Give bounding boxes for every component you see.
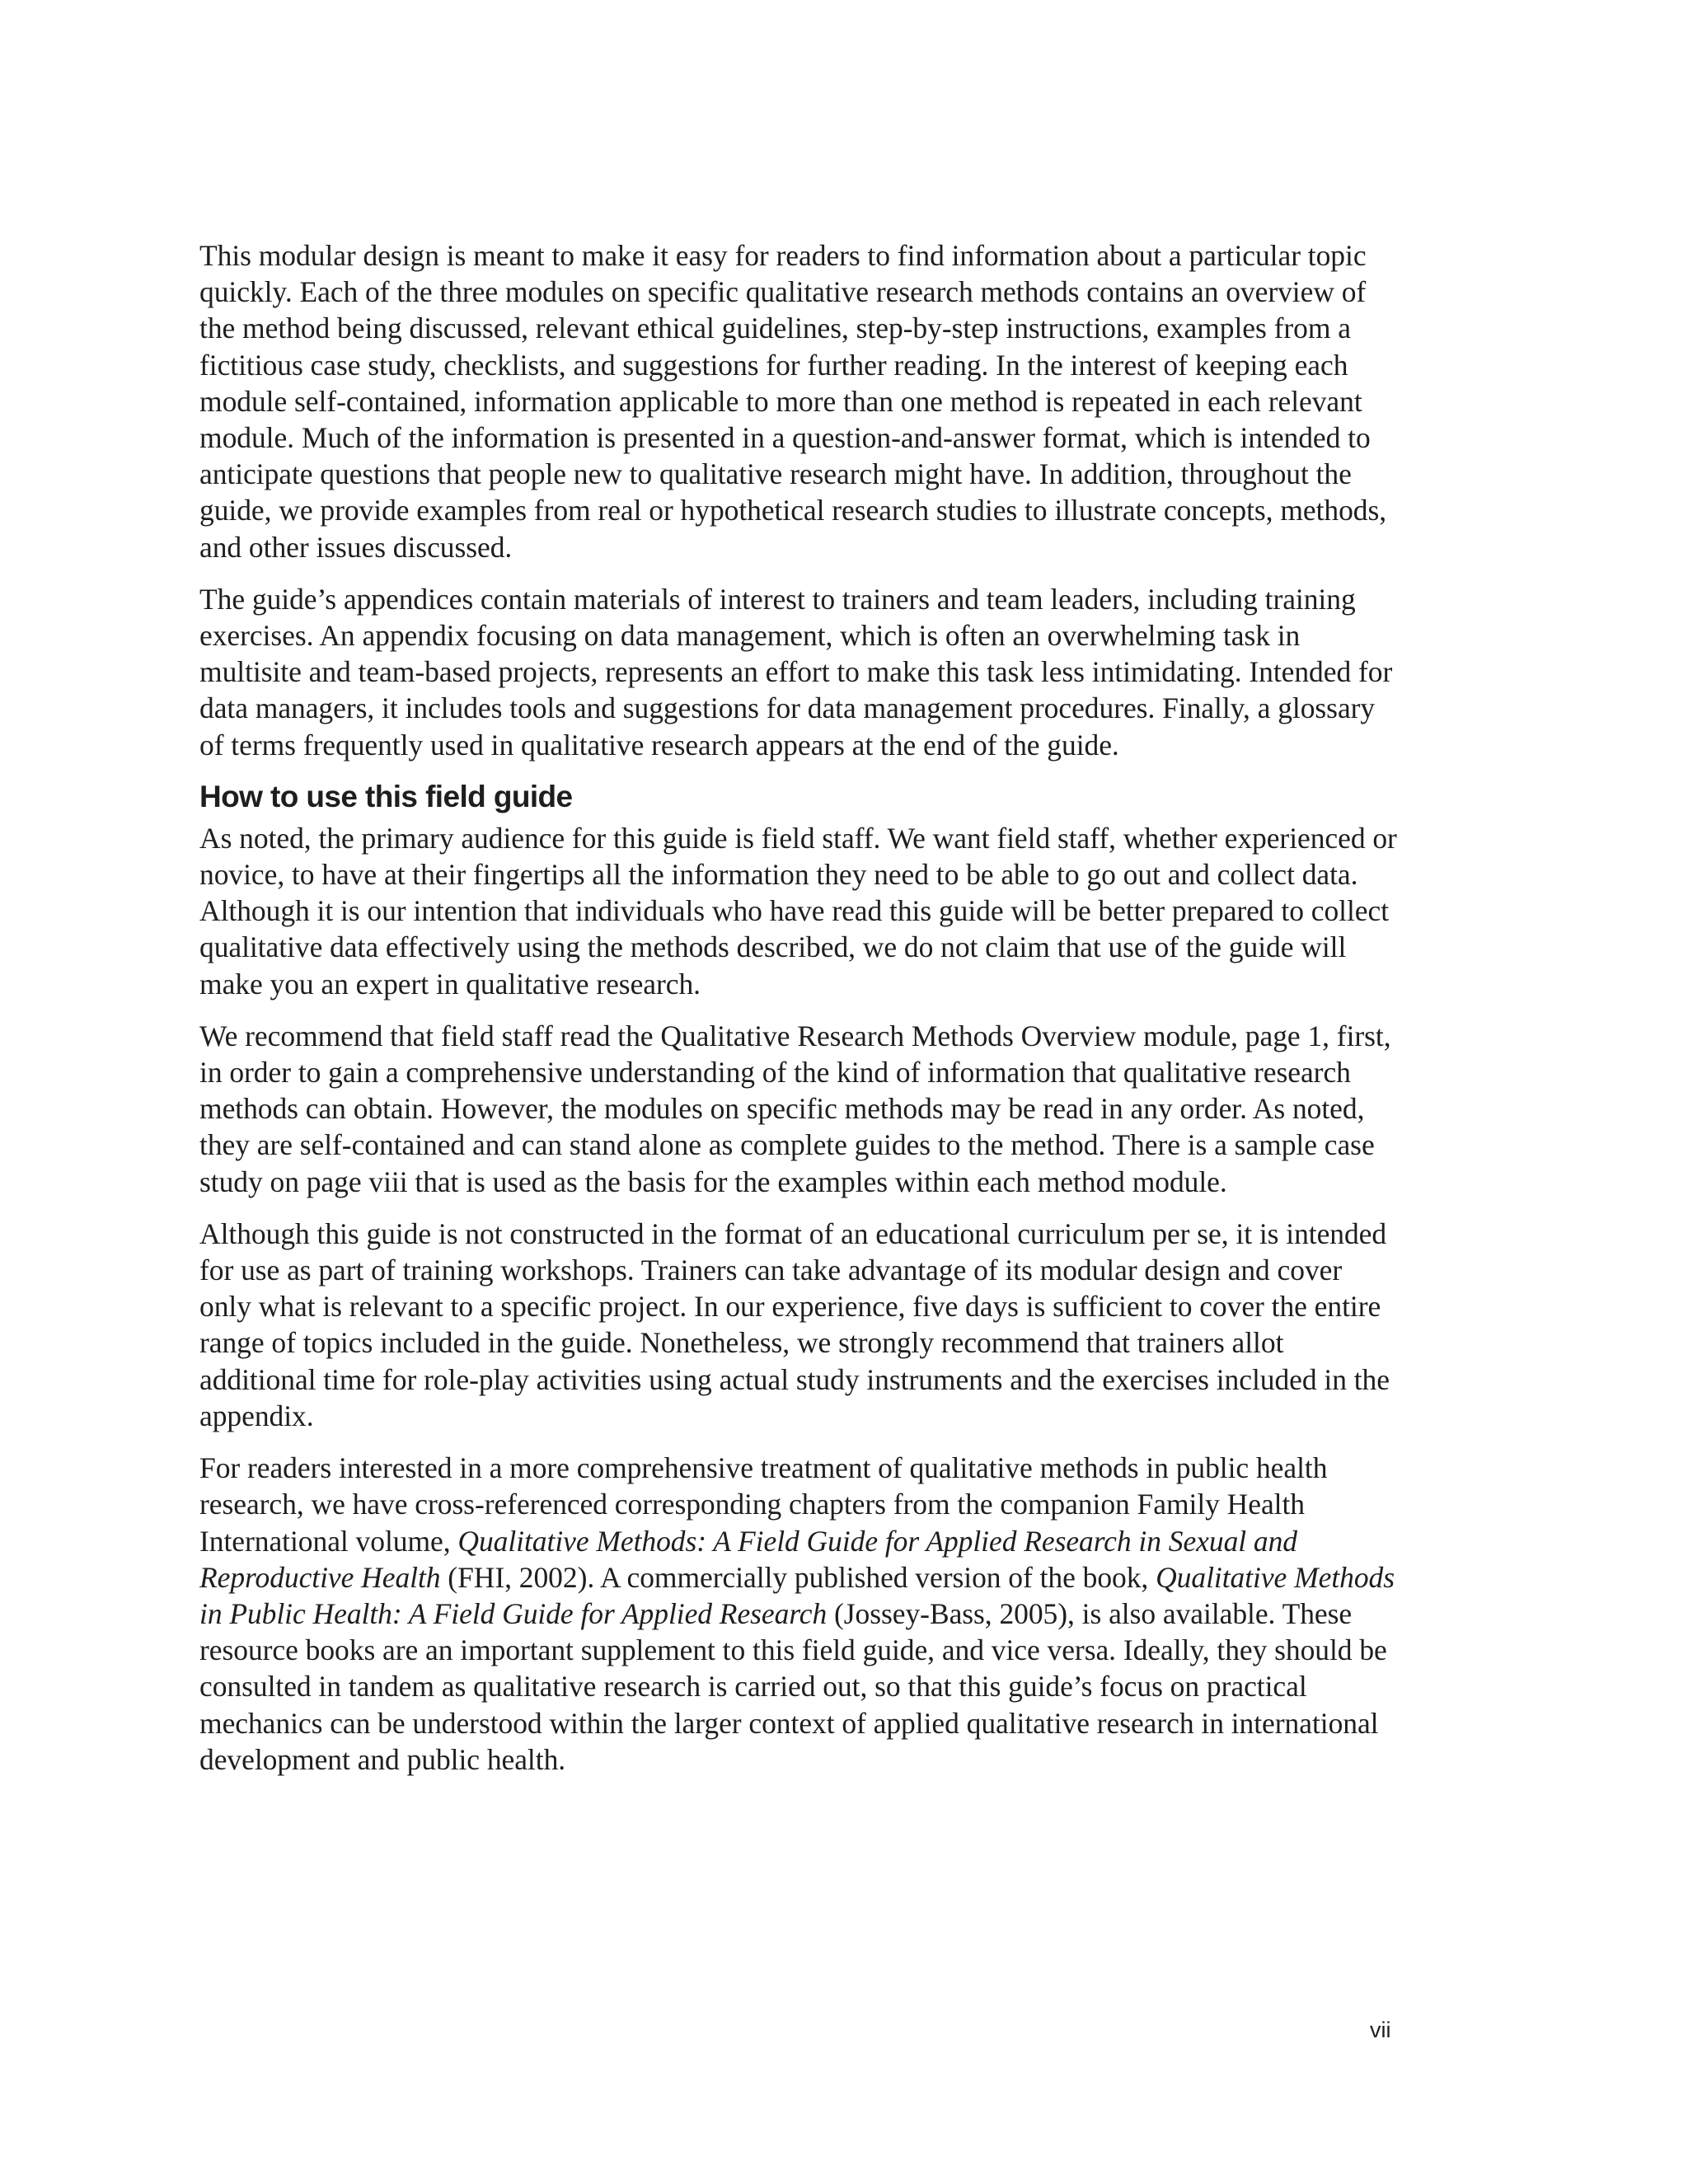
page-number: vii xyxy=(1370,2018,1391,2042)
references-text-2: (FHI, 2002). A commercially published version of the book, xyxy=(440,1560,1156,1594)
section-paragraph-references xyxy=(199,1450,1399,1778)
references-text-3: (Jossey-Bass, 2005), is also available. These resource books are an important supplement to this field guide, and vice versa. Ideally, they should be consulted in tandem as qualitative research is carried out, so that this guide’s focus on practical mechanics can be understood within the larger context of applied qualitative research in international development and public health. xyxy=(199,1596,1387,1776)
section-paragraph-training: Although this guide is not constructed in the format of an educational curriculum per se, it is intended for use as part of training workshops. Trainers can take advantage of its modular design and cover only what is relevant to a specific project. In our experience, five days is sufficient to cover the entire range of topics included in the guide. Nonetheless, we strongly recommend that trainers allot additional time for role-play activities using actual study instruments and the exercises included in the appendix. xyxy=(199,1216,1390,1432)
section-heading: How to use this field guide xyxy=(199,779,573,813)
references-text-1: For readers interested in a more comprehensive treatment of qualitative methods in public health research, we have cross-referenced corresponding chapters from the companion Family Health International volume, xyxy=(199,1451,1328,1558)
book-title-jossey-bass: Qualitative Methods in Public Health: A Field Guide for Applied Research xyxy=(199,1560,1395,1630)
section-paragraph-recommendation: We recommend that field staff read the Qualitative Research Methods Overview module, page 1, first, in order to gain a comprehensive understanding of the kind of information that qualitative research methods can obtain. However, the modules on specific methods may be read in any order. As noted, they are self-contained and can stand alone as complete guides to the method. There is a sample case study on page viii that is used as the basis for the examples within each method module. xyxy=(199,1019,1391,1198)
intro-paragraph-modular-design: This modular design is meant to make it easy for readers to find information about a particular topic quickly. Each of the three modules on specific qualitative research methods contains an overview of the method being discussed, relevant ethical guidelines, step-by-step instructions, examples from a fictitious case study, checklists, and suggestions for further reading. In the interest of keeping each module self-contained, information applicable to more than one method is repeated in each relevant module. Much of the information is presented in a question-and-answer format, which is intended to anticipate questions that people new to qualitative research might have. In addition, throughout the guide, we provide examples from real or hypothetical research studies to illustrate concepts, methods, and other issues discussed. xyxy=(199,239,1387,564)
page-body xyxy=(199,237,1399,1793)
intro-paragraph-appendices: The guide’s appendices contain materials of interest to trainers and team leaders, including training exercises. An appendix focusing on data management, which is often an overwhelming task in multisite and team-based projects, represents an effort to make this task less intimidating. Intended for data managers, it includes tools and suggestions for data management procedures. Finally, a glossary of terms frequently used in qualitative research appears at the end of the guide. xyxy=(199,582,1393,762)
section-paragraph-audience: As noted, the primary audience for this guide is field staff. We want field staff, whether experienced or novice, to have at their fingertips all the information they need to be able to go out and collect data. Although it is our intention that individuals who have read this guide will be better prepared to collect qualitative data effectively using the methods described, we do not claim that use of the guide will make you an expert in qualitative research. xyxy=(199,821,1397,1001)
book-title-fhi: Qualitative Methods: A Field Guide for Applied Research in Sexual and Reproductive Health xyxy=(199,1524,1298,1594)
